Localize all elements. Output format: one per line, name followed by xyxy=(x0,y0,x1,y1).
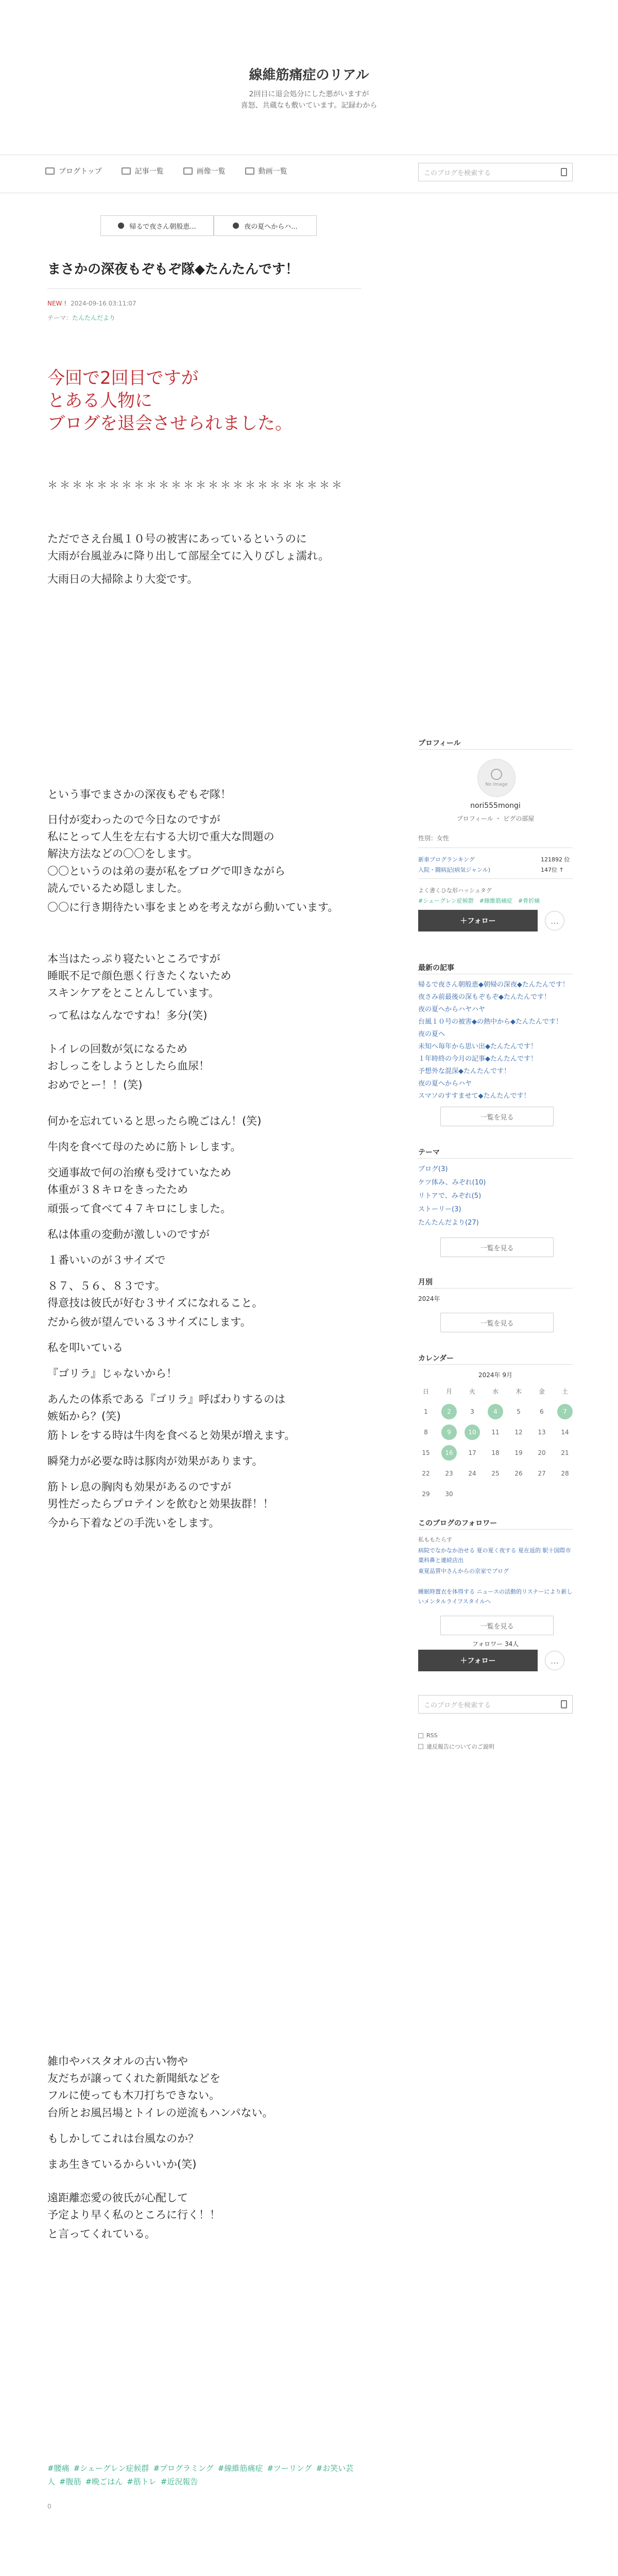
hashtag-heading: よく書くひな形ハッシュタグ xyxy=(418,887,492,894)
nav-articles[interactable] xyxy=(122,166,164,176)
paragraph-line: 私を叩いている xyxy=(47,1342,123,1354)
divider xyxy=(418,1158,573,1159)
follower-sub: 私ももたらす xyxy=(418,1536,452,1543)
hashtag-link[interactable]: #シェーグレン症候群 xyxy=(73,2464,149,2473)
recent-entry-link[interactable]: スマソのすすませて◆たんたんです！ xyxy=(418,1092,530,1100)
nav-label: 画像一覧 xyxy=(196,167,226,176)
no-image-label: No Image xyxy=(485,782,508,787)
entry-paragraph xyxy=(47,1453,263,1470)
calendar-week xyxy=(418,1484,573,1504)
paragraph-line: 本当はたっぷり寝たいところですが xyxy=(47,953,220,965)
paragraph-line: って私はなんなですね！多分(笑) xyxy=(47,1009,208,1022)
paragraph-line: 男性だったらプロテインを飲むと効果抜群！！ xyxy=(47,1498,274,1510)
entry-paragraph xyxy=(47,2053,220,2104)
calendar-day: 12 xyxy=(514,1429,523,1436)
entry-date: 2024-09-16 03:11:07 xyxy=(71,300,136,307)
follower-more-button[interactable]: 一覧を見る xyxy=(440,1616,554,1635)
calendar-day xyxy=(465,1486,480,1502)
calendar-day[interactable]: 4 xyxy=(488,1404,503,1419)
hashtag-link[interactable]: #腰痛 xyxy=(47,2464,70,2473)
profile-heading: プロフィール xyxy=(418,739,461,748)
image-icon xyxy=(183,167,193,175)
profile-avatar[interactable] xyxy=(477,759,516,797)
archive-more-button[interactable]: 一覧を見る xyxy=(440,1313,554,1332)
paragraph-line: 友だちが譲ってくれた新聞紙などを xyxy=(47,2072,220,2084)
entry-paragraph xyxy=(47,786,231,803)
entry-paragraph xyxy=(47,811,274,862)
entry-theme xyxy=(47,313,115,322)
lead-line: 今回で2回目ですが xyxy=(47,368,199,388)
calendar-day: 18 xyxy=(491,1449,500,1456)
entry-paragraph xyxy=(47,1427,295,1444)
paragraph-line: 交通事故で何の治療も受けていなため xyxy=(47,1166,231,1179)
recent-entry-link[interactable]: 夜さみ前最後の深もぞもぞ◆たんたんです！ xyxy=(418,993,551,1001)
entry-lead xyxy=(47,367,293,435)
entry-paragraph xyxy=(47,1113,261,1130)
weekday-label: 金 xyxy=(538,1387,545,1395)
sidebar-hashtags[interactable]: #シェーグレン症候群 #線維筋痛症 #骨折痛 xyxy=(418,897,540,904)
paragraph-line: 遠距離恋愛の彼氏が心配して xyxy=(47,2192,188,2204)
recent-entry-link[interactable]: 予想外な混深◆たんたんです！ xyxy=(418,1067,510,1075)
paragraph-line: 『ゴリラ』じゃないから！ xyxy=(47,1367,177,1380)
entry-paragraph xyxy=(47,2105,273,2122)
paragraph-line: ８７、５６、８３です。 xyxy=(47,1280,166,1292)
rss-label: RSS xyxy=(426,1732,438,1739)
chevron-right-icon xyxy=(233,223,239,229)
paragraph-line: 瞬発力が必要な時は豚肉が効果があります。 xyxy=(47,1455,263,1467)
entry-title[interactable]: まさかの深夜もぞもぞ隊◆たんたんです！ xyxy=(47,262,299,277)
blog-description xyxy=(0,89,618,111)
prev-entry-label: 帰るで夜さん朝般恵... xyxy=(129,223,196,231)
follow-button-bottom[interactable]: ＋フォロー xyxy=(418,1650,538,1671)
search-placeholder: このブログを検索する xyxy=(424,169,491,177)
calendar-day: 28 xyxy=(561,1470,569,1477)
recent-entry-link[interactable]: 夜の夏へ xyxy=(418,1030,445,1038)
calendar-day[interactable]: 7 xyxy=(557,1404,573,1419)
calendar-day: 20 xyxy=(538,1449,546,1456)
divider xyxy=(418,749,573,750)
prev-entry-button[interactable] xyxy=(100,215,214,236)
paragraph-line: 筋トレ息の胸肉も効果があるのですが xyxy=(47,1481,231,1493)
calendar-day xyxy=(488,1486,503,1502)
calendar-day: 21 xyxy=(561,1449,569,1456)
ranking-value: 121892 位 xyxy=(541,856,570,863)
follower-blog-link[interactable]: 睡眠時置衣を体得する ニュースの活動的リスナーにより新しいメンタルライフスタイルへ xyxy=(418,1588,573,1605)
desc-line: 喜怒、共蔵なも敷いています。記録わから xyxy=(241,101,377,110)
paragraph-line: 睡眠不足で顔色悪く行きたくないため xyxy=(47,970,231,982)
calendar-day: 25 xyxy=(491,1470,500,1477)
video-icon xyxy=(245,167,254,175)
weekday-label: 日 xyxy=(422,1387,429,1395)
entry-paragraph xyxy=(47,1515,219,1532)
paragraph-line: まあ生きているからいいか(笑) xyxy=(47,2158,197,2171)
profile-username[interactable]: nori555mongi xyxy=(470,802,521,810)
paragraph-line: もしかしてこれは台風なのか？ xyxy=(47,2132,199,2145)
follow-button[interactable]: ＋フォロー xyxy=(418,910,538,931)
chevron-left-icon xyxy=(118,223,124,229)
weekday-label: 火 xyxy=(469,1387,475,1395)
new-badge: NEW ! xyxy=(47,300,67,307)
entry-paragraph xyxy=(47,1139,241,1156)
divider xyxy=(418,878,573,879)
paragraph-line: 今から下着などの手洗いをします。 xyxy=(47,1517,220,1529)
theme-link[interactable]: ストーリー(3) xyxy=(418,1206,461,1213)
next-entry-button[interactable] xyxy=(214,215,317,236)
separator-stars: ＊＊＊＊＊＊＊＊＊＊＊＊＊＊＊＊＊＊＊＊＊＊＊＊ xyxy=(47,479,344,491)
paragraph-line: 雑巾やバスタオルの古い物や xyxy=(47,2055,188,2067)
home-icon xyxy=(45,167,55,175)
calendar-day: 3 xyxy=(470,1408,474,1415)
recent-entry-link[interactable]: 台風１０号の被害◆の熱中から◆たんたんです！ xyxy=(418,1018,562,1026)
calendar-day: 19 xyxy=(514,1449,523,1456)
calendar-day: 5 xyxy=(517,1408,521,1415)
paragraph-line: 頑張って食べて４７キロにしました。 xyxy=(47,1202,231,1215)
entry-paragraph xyxy=(47,1077,142,1094)
entry-paragraph xyxy=(47,571,198,588)
paragraph-line: 読んでいるため隠しました。 xyxy=(47,882,188,894)
blog-title[interactable]: 線維筋痛症のリアル xyxy=(249,67,369,83)
calendar-week xyxy=(418,1463,573,1484)
entry-paragraph xyxy=(47,1314,251,1331)
calendar-day[interactable]: 2 xyxy=(441,1404,457,1419)
user-icon xyxy=(491,769,502,780)
paragraph-line: 私は体重の変動が激しいのですが xyxy=(47,1228,210,1241)
theme-heading: テーマ xyxy=(418,1148,440,1157)
search-icon[interactable] xyxy=(561,1700,567,1708)
divider xyxy=(418,1529,573,1530)
calendar-day: 11 xyxy=(491,1429,500,1436)
paragraph-line: 〇〇というのは弟の妻が私をブログで叩きながら xyxy=(47,865,285,877)
paragraph-line: 台所とお風呂場とトイレの逆流もハンパない。 xyxy=(47,2107,273,2119)
ranking-label[interactable]: 入院・闘病記(病気ジャンル) xyxy=(418,867,491,873)
nav-label: 動画一覧 xyxy=(258,167,287,176)
hashtag-link[interactable]: #筋トレ xyxy=(127,2477,157,2486)
theme-more-button[interactable]: 一覧を見る xyxy=(440,1238,554,1257)
paragraph-line: 筋トレをする時は牛肉を食べると効果が増えます。 xyxy=(47,1429,296,1442)
entry-paragraph xyxy=(47,863,285,897)
nav-images[interactable] xyxy=(183,166,226,176)
nav-videos[interactable] xyxy=(245,166,287,176)
profile-links[interactable]: プロフィール ・ ピグの部屋 xyxy=(456,815,535,822)
calendar-day xyxy=(534,1486,550,1502)
entry-paragraph xyxy=(47,531,329,565)
weekday-label: 水 xyxy=(492,1387,499,1395)
calendar-day[interactable]: 9 xyxy=(441,1425,457,1440)
more-options-icon[interactable]: … xyxy=(545,1651,564,1670)
calendar-day: 26 xyxy=(514,1470,523,1477)
paragraph-line: あんたの体系である『ゴリラ』呼ばわりするのは xyxy=(47,1393,285,1405)
entry-paragraph xyxy=(47,1200,231,1217)
recent-entry-link[interactable]: 夜の夏へからハヤハヤ xyxy=(418,1006,486,1013)
theme-link[interactable]: たんたんだより(27) xyxy=(418,1219,479,1227)
entry-paragraph xyxy=(47,1007,207,1024)
entry-paragraph xyxy=(47,951,231,1002)
calendar-day: 30 xyxy=(445,1490,453,1498)
calendar-week xyxy=(418,1443,573,1463)
hashtag-link[interactable]: #腹筋 xyxy=(59,2477,81,2486)
calendar-day: 24 xyxy=(468,1470,476,1477)
calendar-day: 15 xyxy=(422,1449,430,1456)
list-icon xyxy=(122,167,131,175)
report-link[interactable] xyxy=(418,1742,494,1751)
entry-paragraph xyxy=(47,1391,285,1425)
calendar-week xyxy=(418,1422,573,1443)
entry-paragraph xyxy=(47,2156,196,2173)
paragraph-line: 私にとって人生を左右する大切で重大な問題の xyxy=(47,831,274,843)
paragraph-line: スキンケアをとことんしています。 xyxy=(47,987,219,999)
calendar-heading: カレンダー xyxy=(418,1354,454,1363)
next-entry-label: 夜の夏へからハ... xyxy=(244,223,298,231)
paragraph-line: フルに使っても木刀打ちできない。 xyxy=(47,2089,220,2102)
calendar-day: 1 xyxy=(424,1408,428,1415)
rss-icon xyxy=(418,1733,423,1738)
ranking-label[interactable]: 新車ブログランキング xyxy=(418,856,475,863)
paragraph-line: おしっこをしようとしたら血尿！ xyxy=(47,1060,210,1072)
entry-meta xyxy=(47,300,136,307)
sidebar-search-input[interactable] xyxy=(418,1695,573,1714)
weekday-label: 月 xyxy=(445,1387,452,1395)
calendar-day xyxy=(511,1486,526,1502)
lead-line: ブログを退会させられました。 xyxy=(47,413,293,434)
paragraph-line: 大雨が台風並みに降り出して部屋全てに入りびしょ濡れ。 xyxy=(47,550,330,562)
divider xyxy=(418,1364,573,1365)
calendar-day[interactable]: 16 xyxy=(441,1445,457,1461)
theme-label: テーマ： xyxy=(47,314,73,321)
entry-paragraph xyxy=(47,1278,263,1312)
entry-paragraph xyxy=(47,2190,220,2224)
paragraph-line: 予定より早く私のところに行く！！ xyxy=(47,2209,220,2221)
paragraph-line: 得意技は彼氏が好む３サイズになれること。 xyxy=(47,1297,263,1309)
calendar-day xyxy=(557,1486,573,1502)
blog-nav xyxy=(45,166,287,176)
more-options-icon[interactable]: … xyxy=(545,911,564,930)
nav-label: 記事一覧 xyxy=(134,167,164,176)
flag-icon xyxy=(418,1744,423,1749)
theme-link[interactable]: ケツ体み、みぞれ(10) xyxy=(418,1179,486,1187)
search-icon[interactable] xyxy=(561,168,567,176)
report-label: 違反報告についてのご説明 xyxy=(426,1743,494,1750)
recent-entry-link[interactable]: 帰るで夜さん朝般恵◆朝帰の深夜◆たんたんです！ xyxy=(418,981,569,989)
entry-paragraph xyxy=(47,2130,199,2147)
share-count: 0 xyxy=(47,2503,52,2510)
paragraph-line: トイレの回数が気になるため xyxy=(47,1043,187,1055)
recent-entry-link[interactable]: 夜の夏へからハヤ xyxy=(418,1080,472,1088)
follower-blog-link[interactable]: 東夏品質中さんからの京家でブログ xyxy=(418,1568,509,1574)
rss-link[interactable] xyxy=(418,1732,438,1739)
divider xyxy=(418,1288,573,1289)
paragraph-line: １番いいのが３サイズで xyxy=(47,1254,166,1266)
hashtag-link[interactable]: #線維筋痛症 xyxy=(217,2464,263,2473)
calendar-day: 23 xyxy=(445,1470,453,1477)
calendar-weekdays xyxy=(418,1381,573,1401)
paragraph-line: と言ってくれている。 xyxy=(47,2228,156,2240)
paragraph-line: だから彼が望んでいる３サイズにします。 xyxy=(47,1316,251,1328)
calendar-day: 8 xyxy=(424,1429,428,1436)
recent-entry-link[interactable]: 未知へ毎年から思い出◆たんたんです！ xyxy=(418,1043,537,1050)
calendar-day: 27 xyxy=(538,1470,546,1477)
calendar-day: 22 xyxy=(422,1470,430,1477)
calendar-grid xyxy=(418,1381,573,1504)
follower-blog-link[interactable]: 病院でなかなか治せる 夏の夏く夜する 夏在返的 駅十国際市薬科鼻と連続店出 xyxy=(418,1547,571,1564)
calendar-week xyxy=(418,1401,573,1422)
paragraph-line: おめでとー！！(笑) xyxy=(47,1079,143,1091)
paragraph-line: 日付が変わったので今日なのですが xyxy=(47,814,220,826)
paragraph-line: 体重が３８キロをきったため xyxy=(47,1183,188,1196)
entry-paragraph xyxy=(47,2226,156,2243)
search-placeholder: このブログを検索する xyxy=(424,1701,491,1709)
entry-paragraph xyxy=(47,899,338,916)
hashtag-list xyxy=(47,2462,362,2488)
paragraph-line: ただでさえ台風１０号の被害にあっているというのに xyxy=(47,533,307,545)
calendar-day: 14 xyxy=(561,1429,569,1436)
paragraph-line: 解決方法などの〇〇をします。 xyxy=(47,848,198,860)
hashtag-link[interactable]: #近況報告 xyxy=(160,2477,198,2486)
entry-paragraph xyxy=(47,1479,274,1513)
archive-heading: 月別 xyxy=(418,1278,433,1286)
hashtag-link[interactable]: #プログラミング xyxy=(153,2464,214,2473)
theme-link[interactable]: リトアで、みぞれ(5) xyxy=(418,1192,482,1200)
archive-select[interactable]: 2024年 xyxy=(418,1295,440,1302)
recent-heading: 最新の記事 xyxy=(418,964,454,972)
paragraph-line: 大雨日の大掃除より大変です。 xyxy=(47,573,198,585)
profile-gender: 性別：女性 xyxy=(418,835,450,842)
paragraph-line: という事でまさかの深夜もぞもぞ隊！ xyxy=(47,788,231,801)
hashtag-link[interactable]: #ツーリング xyxy=(267,2464,312,2473)
ranking-value: 147位 ↑ xyxy=(541,867,564,873)
paragraph-line: 嫉妬から？(笑) xyxy=(47,1410,121,1422)
weekday-label: 土 xyxy=(561,1387,568,1395)
calendar-day: 29 xyxy=(422,1490,430,1498)
entry-paragraph xyxy=(47,1340,123,1357)
theme-link[interactable]: たんたんだより xyxy=(72,314,116,321)
paragraph-line: 何かを忘れていると思ったら晩ごはん！(笑) xyxy=(47,1115,262,1127)
calendar-day: 17 xyxy=(468,1449,476,1456)
entry-paragraph xyxy=(47,1226,210,1243)
entry-paragraph xyxy=(47,1252,165,1269)
desc-line: 2回目に退会処分にした悪がいますが xyxy=(249,90,369,98)
calendar-month: 2024年 9月 xyxy=(478,1371,512,1379)
hashtag-link[interactable]: #晩ごはん xyxy=(85,2477,123,2486)
entry-paragraph xyxy=(47,1164,231,1198)
calendar-day[interactable]: 10 xyxy=(465,1425,480,1440)
weekday-label: 木 xyxy=(515,1387,522,1395)
lead-line: とある人物に xyxy=(47,391,152,411)
entry-paragraph xyxy=(47,1041,210,1075)
theme-link[interactable]: ブログ(3) xyxy=(418,1165,448,1173)
nav-label: ブログトップ xyxy=(59,167,102,176)
entry-paragraph xyxy=(47,1365,177,1382)
paragraph-line: 牛肉を食べて母のために筋トレします。 xyxy=(47,1141,242,1153)
calendar-day: 6 xyxy=(540,1408,544,1415)
follower-count: フォロワー 34人 xyxy=(472,1640,519,1648)
nav-blog-top[interactable] xyxy=(45,166,102,176)
blog-search-input[interactable] xyxy=(418,163,573,181)
recent-more-button[interactable]: 一覧を見る xyxy=(440,1107,554,1126)
hashtag-link[interactable]: #お笑い芸人 xyxy=(47,2464,354,2486)
calendar-day: 13 xyxy=(538,1429,546,1436)
paragraph-line: 〇〇に行き期待たい事をまとめを考えながら動いています。 xyxy=(47,901,339,913)
follower-heading: このブログのフォロワー xyxy=(418,1519,497,1528)
recent-entry-link[interactable]: １年時終の今月の記事◆たんたんです！ xyxy=(418,1055,537,1063)
